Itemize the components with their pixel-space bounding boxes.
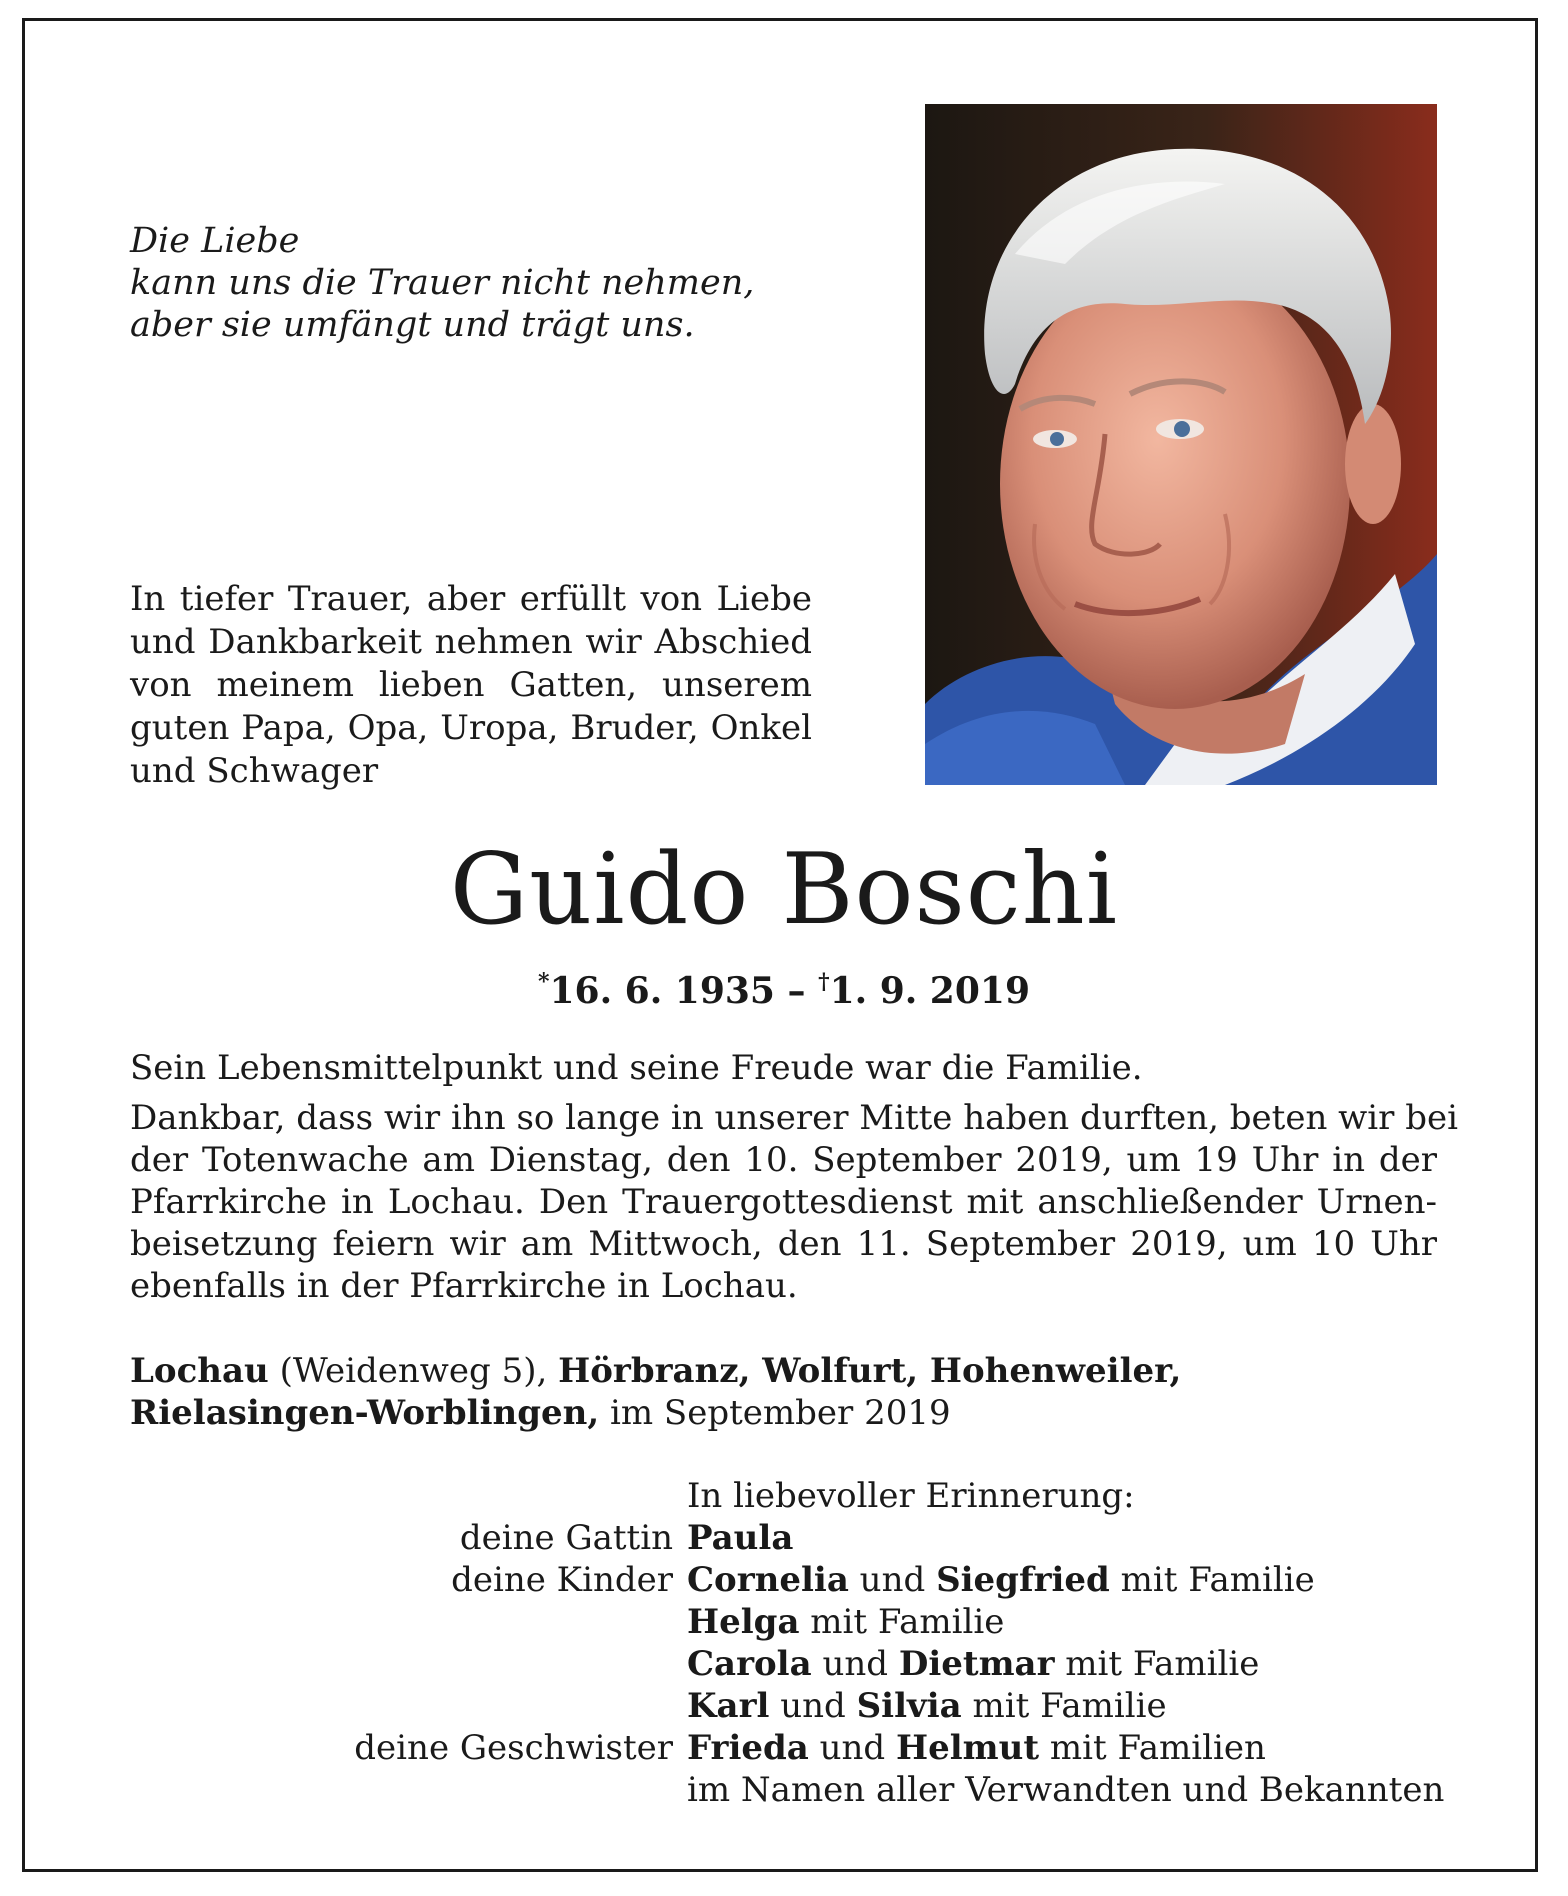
intro-line: und Schwager — [130, 751, 379, 791]
family-note: mit Familie — [1054, 1644, 1260, 1684]
quote-line: Die Liebe — [130, 221, 300, 261]
mourner-name: Paula — [687, 1518, 794, 1558]
intro-line: und Dankbarkeit nehmen wir Abschied — [130, 622, 812, 662]
portrait-photo — [925, 104, 1437, 785]
places-line — [130, 1350, 1181, 1434]
signoff-closing: im Namen aller Verwandten und Bekannten — [687, 1770, 1445, 1810]
place-rielasingen: Rielasingen-Worblingen, — [130, 1393, 600, 1433]
life-dates — [0, 960, 1568, 1013]
birth-symbol: * — [537, 969, 550, 995]
birth-date: 16. 6. 1935 — [549, 970, 775, 1012]
intro-line: von meinem lieben Gatten, unserem — [130, 665, 812, 705]
place-lochau: Lochau — [130, 1351, 269, 1391]
relation-label: deine Geschwister — [354, 1728, 673, 1768]
conjunction: und — [848, 1560, 937, 1600]
place-list: Hörbranz, Wolfurt, Hohenweiler, — [558, 1351, 1182, 1391]
memorial-quote — [130, 220, 755, 346]
quote-line: aber sie umfängt und trägt uns. — [130, 305, 695, 345]
body-line: ebenfalls in der Pfarrkirche in Lochau. — [130, 1266, 798, 1306]
intro-line: guten Papa, Opa, Uropa, Bruder, Onkel — [130, 708, 812, 748]
body-line: beisetzung feiern wir am Mittwoch, den 11. September 2019, um 10 Uhr — [130, 1224, 1437, 1264]
quote-line: kann uns die Trauer nicht nehmen, — [130, 263, 755, 303]
conjunction: und — [811, 1644, 899, 1684]
conjunction: und — [769, 1686, 857, 1726]
mourner-name: Helga — [687, 1602, 800, 1642]
place-address: (Weidenweg 5), — [268, 1351, 559, 1391]
body-line: Pfarrkirche in Lochau. Den Trauergottesdienst mit anschließender Urnen- — [130, 1182, 1437, 1222]
body-sentence: Sein Lebensmittelpunkt und seine Freude war die Familie. — [130, 1048, 1143, 1088]
signoff-heading: In liebevoller Erinnerung: — [687, 1476, 1135, 1516]
family-note: mit Familie — [961, 1686, 1167, 1726]
mourner-name: Helmut — [896, 1728, 1040, 1768]
mourner-name: Siegfried — [936, 1560, 1110, 1600]
mourner-name: Frieda — [687, 1728, 809, 1768]
death-symbol: † — [818, 969, 830, 995]
mourner-name: Silvia — [856, 1686, 962, 1726]
notice-date: im September 2019 — [599, 1393, 951, 1433]
mourner-name: Carola — [687, 1644, 812, 1684]
family-note: mit Familien — [1039, 1728, 1266, 1768]
mourner-name: Dietmar — [898, 1644, 1055, 1684]
death-date: 1. 9. 2019 — [829, 970, 1031, 1012]
family-note: mit Familie — [1109, 1560, 1315, 1600]
intro-paragraph — [130, 578, 812, 793]
body-line: der Totenwache am Dienstag, den 10. September 2019, um 19 Uhr in der — [130, 1140, 1437, 1180]
signoff-block — [0, 1475, 1568, 1811]
mourner-name: Cornelia — [687, 1560, 849, 1600]
date-separator: – — [774, 970, 819, 1012]
relation-label: deine Kinder — [451, 1560, 673, 1600]
deceased-name: Guido Boschi — [449, 833, 1119, 947]
relation-label: deine Gattin — [459, 1518, 673, 1558]
family-note: mit Familie — [799, 1602, 1005, 1642]
body-line: Dankbar, dass wir ihn so lange in unserer Mitte haben durften, beten wir bei — [130, 1098, 1458, 1138]
intro-line: In tiefer Trauer, aber erfüllt von Liebe — [130, 579, 812, 619]
mourner-name: Karl — [687, 1686, 770, 1726]
body-paragraph — [130, 1097, 1458, 1307]
conjunction: und — [808, 1728, 896, 1768]
